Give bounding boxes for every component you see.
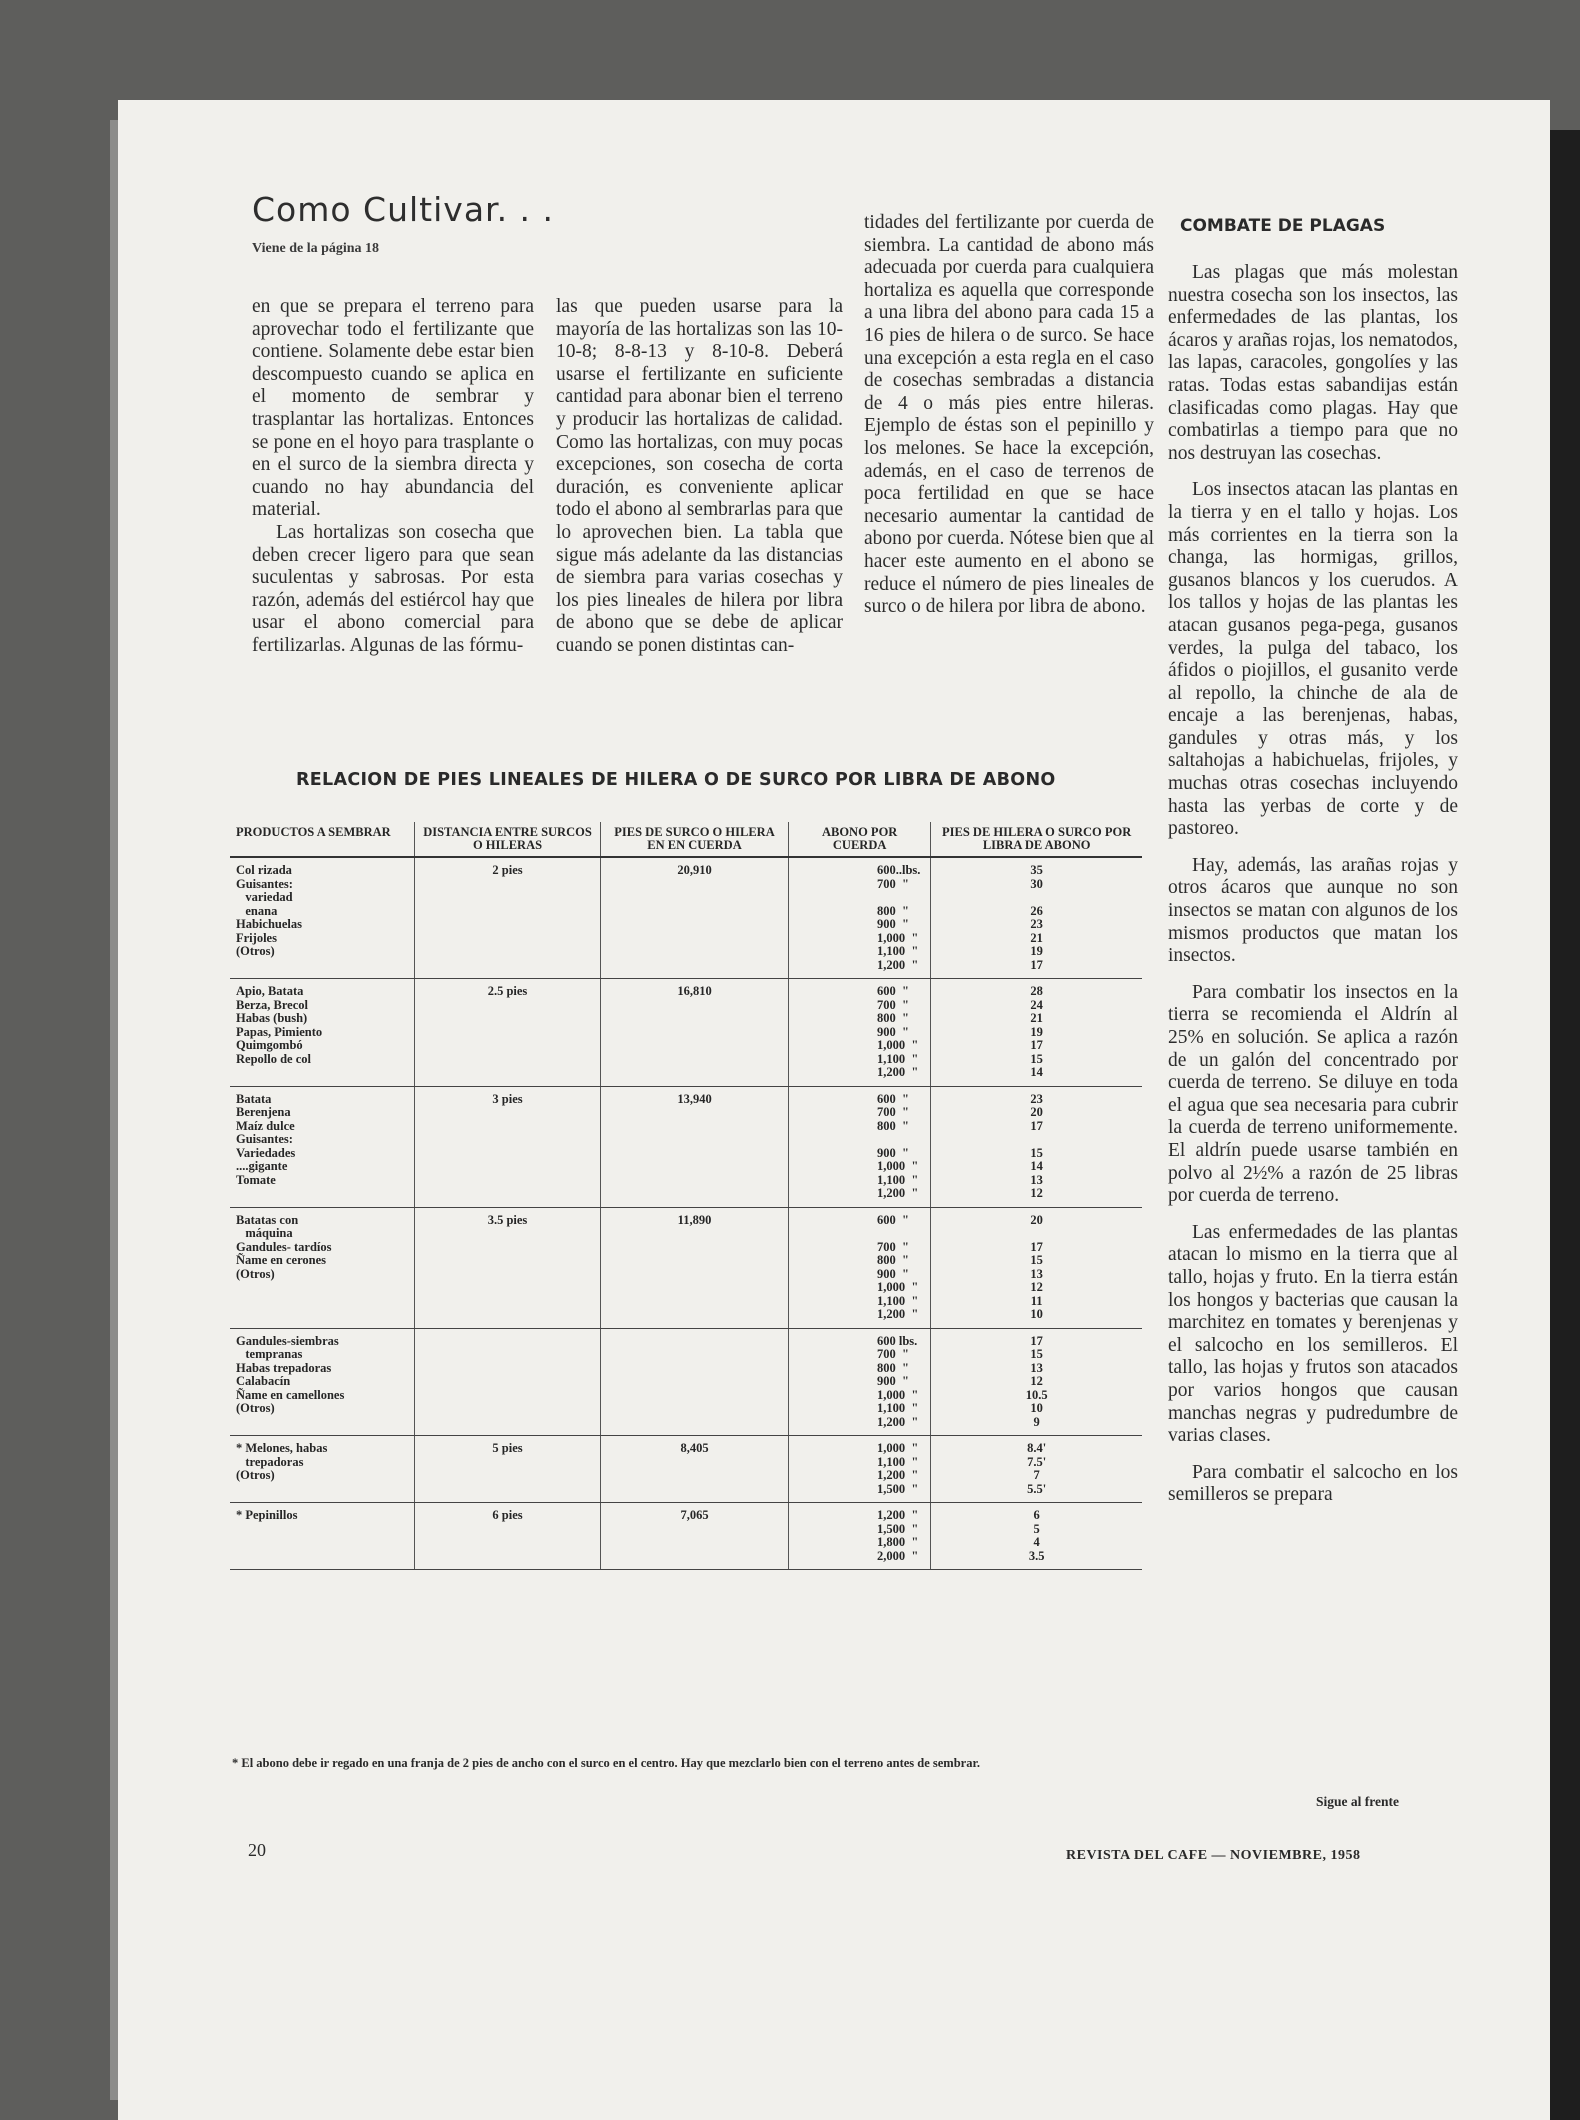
abono-value: 700 " [877,1347,909,1361]
cell-pies-hilera [931,1328,1142,1436]
pies-value [937,1227,1136,1241]
pies-value: 23 [1030,1091,1043,1106]
table-row [230,979,1142,1087]
pies-value: 11 [1030,1293,1043,1308]
product-name: Calabacín [236,1374,291,1388]
product-name: Habas trepadoras [236,1360,332,1375]
table-row [230,1207,1142,1328]
product-name: Frijoles [236,930,277,945]
product-name: variedad [236,890,293,904]
pies-value: 20 [1030,1212,1043,1227]
cell-abono [789,1207,931,1328]
paragraph: las que pueden usarse para la mayoría de las hortalizas son las 10-10-8; 8-8-13 y 8-10-8. Deberá usarse el fertilizante en suficiente cantidad para abonar bien el terreno y producir las hortalizas de calidad. Como las hortalizas, con muy pocas excepciones, son cosecha de corta duración, es conveniente aplicar todo el abono al sembrarlas para que lo aprovechen bien. La tabla que sigue más adelante da las distancias de siembra para varias cosechas y los pies lineales de hilera por libra de abono que se debe de aplicar cuando se ponen distintas can- [556,296,843,656]
magazine-footer: REVISTA DEL CAFE — NOVIEMBRE, 1958 [1066,1848,1361,1863]
pies-value [937,1133,1136,1147]
table-row [230,1086,1142,1207]
table-row [230,1503,1142,1570]
pies-value: 15 [1030,1347,1043,1361]
product-name: Papas, Pimiento [236,1024,323,1039]
abono-value: 1,000 " [877,1159,919,1173]
abono-value: 900 " [877,917,909,931]
abono-value [877,1133,924,1147]
cell-pies-hilera [931,857,1142,979]
pies-value: 13 [1030,1266,1043,1281]
cell-distancia: 2.5 pies [415,979,601,1087]
pies-value: 24 [1030,997,1043,1012]
abono-value: 1,100 " [877,1172,919,1187]
continued-note: Sigue al frente [1316,1794,1399,1809]
cell-abono [789,1436,931,1503]
cell-pies-hilera [931,979,1142,1087]
product-name: máquina [236,1226,293,1240]
abono-value: 1,100 " [877,1401,919,1415]
pies-value: 23 [1030,917,1043,931]
paragraph: Las plagas que más molestan nuestra cosecha son los insectos, las enfermedades de las plantas, los ácaros y arañas rojas, los nematodos, las lapas, caracoles, gongolíes y las ratas. Todas estas sabandijas están clasificadas como plagas. Hay que combatirlas a tiempo para que no nos destruyan las cosechas. [1168,262,1458,464]
abono-value: 700 " [877,876,909,891]
product-name: Guisantes: [236,1132,293,1146]
product-name: (Otros) [236,1401,275,1415]
abono-value: 1,800 " [877,1535,919,1549]
abono-value: 1,100 " [877,1454,919,1469]
pies-value: 30 [1030,876,1043,891]
product-name: Variedades [236,1145,296,1160]
abono-value: 1,200 " [877,1186,919,1200]
product-name: (Otros) [236,1266,275,1281]
paragraph: Hay, además, las arañas rojas y otros ácaros que aunque no son insectos se matan con algunos de los mismos productos que matan los insectos. [1168,854,1458,967]
pies-value: 12 [1030,1186,1043,1200]
pies-value: 17 [1030,1118,1043,1133]
abono-value: 1,200 " [877,1414,919,1429]
text-column-1 [252,296,534,658]
paragraph: Para combatir el salcocho en los semilleros se prepara [1168,1461,1458,1506]
cell-pies-surco: 11,890 [601,1207,789,1328]
abono-value: 700 " [877,1239,909,1254]
product-name: Apio, Batata [236,984,304,998]
cell-productos [230,1207,415,1328]
pies-value: 12 [1030,1374,1043,1388]
abono-value: 800 " [877,903,909,918]
pies-value: 19 [1030,1024,1043,1039]
abono-value: 1,200 " [877,1468,919,1482]
header-pies-surco: PIES DE SURCO O HILERA EN EN CUERDA [601,822,789,857]
product-name: trepadoras [236,1454,304,1469]
cell-pies-surco: 20,910 [601,857,789,979]
abono-value: 1,100 " [877,1051,919,1066]
paragraph: Las enfermedades de las plantas atacan lo mismo en la tierra que al tallo, hojas y fruto. En la tierra están los hongos y bacterias que causan la marchitez en tomates y berenjenas y el salcocho en los semilleros. El tallo, las hojas y frutos son atacados por varios hongos que causan manchas negras y pudredumbre de varias clases. [1168,1221,1458,1447]
abono-value: 1,000 " [877,930,919,945]
product-name: * Pepinillos [236,1508,298,1522]
cell-pies-hilera [931,1207,1142,1328]
pies-value: 5 [1033,1521,1040,1536]
abono-value: 600..lbs. [877,863,921,877]
fertilizer-table [230,822,1142,1570]
pies-value: 14 [1030,1159,1043,1173]
abono-value: 600 " [877,984,909,998]
abono-value: 1,200 " [877,1065,919,1079]
pies-value: 17 [1030,1333,1043,1348]
cell-productos [230,1503,415,1570]
table-title: RELACION DE PIES LINEALES DE HILERA O DE SURCO POR LIBRA DE ABONO [296,770,1056,790]
table-header-row [230,822,1142,857]
text-column-2 [556,296,843,658]
product-name: Tomate [236,1172,276,1187]
product-name: Col rizada [236,863,292,877]
article-title: Como Cultivar. . . [252,190,555,229]
pies-value: 20 [1030,1105,1043,1119]
cell-pies-hilera [931,1086,1142,1207]
pies-value [937,891,1136,905]
table-footnote: * El abono debe ir regado en una franja de 2 pies de ancho con el surco en el centro. Hay que mezclarlo bien con el terreno antes de sembrar. [232,1756,980,1770]
cell-distancia: 3.5 pies [415,1207,601,1328]
product-name: Berza, Brecol [236,997,308,1012]
abono-value [877,1227,924,1241]
pies-value: 10 [1030,1307,1043,1321]
cell-pies-surco [601,1328,789,1436]
header-productos: PRODUCTOS A SEMBRAR [230,822,415,857]
pies-value: 7 [1033,1468,1040,1482]
pies-value: 13 [1030,1172,1043,1187]
product-name: Repollo de col [236,1051,311,1066]
abono-value: 1,100 " [877,944,919,958]
product-name: ....gigante [236,1159,288,1173]
abono-value: 1,000 " [877,1280,919,1294]
product-name: Batata [236,1091,272,1106]
product-name: Habichuelas [236,917,302,931]
product-name: Maíz dulce [236,1118,295,1133]
abono-value: 1,000 " [877,1038,919,1052]
pies-value: 26 [1030,903,1043,918]
abono-value: 800 " [877,1360,909,1375]
pies-value: 28 [1030,984,1043,998]
abono-value: 700 " [877,1105,909,1119]
abono-value: 900 " [877,1374,909,1388]
cell-pies-surco: 16,810 [601,979,789,1087]
pies-value: 17 [1030,1038,1043,1052]
abono-value [877,891,924,905]
paragraph: Para combatir los insectos en la tierra se recomienda el Aldrín al 25% en solución. Se aplica a razón de un galón del concentrado por cuerda de terreno. Se diluye en toda el agua que sea necesaria para cubrir la cuerda de terreno uniformemente. El aldrín puede usarse también en polvo al 2½% a razón de 25 libras por cuerda de terreno. [1168,981,1458,1207]
pies-value: 17 [1030,1239,1043,1254]
pies-value: 10.5 [1025,1387,1048,1402]
cell-abono [789,1503,931,1570]
header-distancia: DISTANCIA ENTRE SURCOS O HILERAS [415,822,601,857]
abono-value: 1,000 " [877,1441,919,1455]
abono-value: 1,500 " [877,1521,919,1536]
abono-value: 1,200 " [877,1508,919,1522]
abono-value: 1,100 " [877,1293,919,1308]
paragraph: tidades del fertilizante por cuerda de siembra. La cantidad de abono más adecuada por cuerda para cualquiera hortaliza es aquella que corresponde a una libra del abono para cada 15 a 16 pies de hilera o de surco. Se hace una excepción a esta regla en el caso de cosechas sembradas a distancia de 4 o más pies entre hileras. Ejemplo de éstas son el pepinillo y los melones. Se hace la excepción, además, en el caso de terrenos de poca fertilidad en que se hace necesario aumentar la cantidad de abono por cuerda. Nótese bien que al hacer este aumento en el abono se reduce el número de pies lineales de surco o de hilera por libra de abono. [864,212,1154,618]
product-name: Guisantes: [236,876,293,891]
section-heading: COMBATE DE PLAGAS [1180,216,1386,236]
product-name: Gandules-siembras [236,1333,339,1348]
product-name: * Melones, habas [236,1441,328,1455]
header-pies-hilera: PIES DE HILERA O SURCO POR LIBRA DE ABONO [931,822,1142,857]
cell-abono [789,1328,931,1436]
abono-value: 800 " [877,1011,909,1025]
product-name: (Otros) [236,1468,275,1482]
page-number: 20 [248,1840,266,1860]
cell-productos [230,1436,415,1503]
cell-distancia: 3 pies [415,1086,601,1207]
pies-value: 9 [1033,1414,1040,1429]
cell-abono [789,857,931,979]
product-name: (Otros) [236,944,275,958]
scan-background-right [1550,130,1580,2120]
pies-value: 15 [1030,1253,1043,1267]
header-abono: ABONO POR CUERDA [789,822,931,857]
table-row [230,1328,1142,1436]
product-name: Ñame en cerones [236,1253,327,1267]
cell-productos [230,1328,415,1436]
abono-value: 1,000 " [877,1387,919,1402]
cell-productos [230,979,415,1087]
abono-value: 1,500 " [877,1481,919,1496]
paragraph: Las hortalizas son cosecha que deben crecer ligero para que sean suculentas y sabrosas. Por esta razón, además del estiércol hay que usar el abono comercial para fertilizarlas. Algunas de las fórmu- [252,521,534,656]
product-name: Gandules- tardíos [236,1239,332,1254]
product-name: Ñame en camellones [236,1387,345,1402]
pies-value: 15 [1030,1145,1043,1160]
cell-productos [230,857,415,979]
pies-value: 17 [1030,957,1043,972]
cell-distancia [415,1328,601,1436]
paragraph: en que se prepara el terreno para aprovechar todo el fertilizante que contiene. Solamente debe estar bien descompuesto cuando se aplica en el momento de sembrar y trasplantar las hortalizas. Entonces se pone en el hoyo para trasplante o en el surco de la siembra directa y cuando no hay abundancia del material. [252,296,534,521]
abono-value: 700 " [877,997,909,1012]
pies-value: 8.4' [1027,1441,1047,1455]
pies-value: 21 [1030,1011,1043,1025]
cell-distancia: 6 pies [415,1503,601,1570]
cell-abono [789,979,931,1087]
abono-value: 900 " [877,1145,909,1160]
abono-value: 900 " [877,1024,909,1039]
cell-distancia: 2 pies [415,857,601,979]
cell-abono [789,1086,931,1207]
pies-value: 10 [1030,1401,1043,1415]
product-name: tempranas [236,1347,303,1361]
product-name: Habas (bush) [236,1011,308,1025]
cell-pies-hilera [931,1503,1142,1570]
paragraph: Los insectos atacan las plantas en la tierra y en el tallo y hojas. Los más corrientes en la tierra son la changa, las hormigas, grillos, gusanos blancos y los cuerudos. A los tallos y hojas de las plantas les atacan gusanos pega-pega, gusanos verdes, la pulga del tabaco, los áfidos o piojillos, el gusanito verde al repollo, la chinche de ala de encaje a las berenjenas, habas, gandules y otras más, y los saltahojas a habichuelas, frijoles, y muchas otras cosechas incluyendo hasta las yerbas de corte y de pastoreo. [1168,479,1458,840]
abono-value: 600 " [877,1212,909,1227]
cell-pies-surco: 8,405 [601,1436,789,1503]
abono-value: 900 " [877,1266,909,1281]
cell-productos [230,1086,415,1207]
abono-value: 2,000 " [877,1548,919,1563]
pies-value: 13 [1030,1360,1043,1375]
cell-pies-surco: 7,065 [601,1503,789,1570]
pies-value: 15 [1030,1051,1043,1066]
abono-value: 600 lbs. [877,1333,918,1348]
cell-pies-surco: 13,940 [601,1086,789,1207]
product-name: Quimgombó [236,1038,303,1052]
abono-value: 600 " [877,1091,909,1106]
pies-value: 3.5 [1028,1548,1045,1563]
abono-value: 1,200 " [877,1307,919,1321]
text-column-4 [1168,262,1458,1521]
pies-value: 14 [1030,1065,1043,1079]
pies-value: 12 [1030,1280,1043,1294]
product-name: Berenjena [236,1105,291,1119]
pies-value: 21 [1030,930,1043,945]
pies-value: 4 [1033,1535,1040,1549]
cell-pies-hilera [931,1436,1142,1503]
pies-value: 5.5' [1027,1481,1047,1496]
abono-value: 1,200 " [877,957,919,972]
table-row [230,1436,1142,1503]
table-row [230,857,1142,979]
product-name: enana [236,903,278,918]
cell-distancia: 5 pies [415,1436,601,1503]
pies-value: 19 [1030,944,1043,958]
text-column-3 [864,212,1154,619]
pies-value: 7.5' [1027,1454,1047,1469]
product-name: Batatas con [236,1212,299,1227]
abono-value: 800 " [877,1253,909,1267]
pies-value: 6 [1033,1508,1040,1522]
continued-from-note: Viene de la página 18 [252,241,380,256]
pies-value: 35 [1030,863,1043,877]
abono-value: 800 " [877,1118,909,1133]
